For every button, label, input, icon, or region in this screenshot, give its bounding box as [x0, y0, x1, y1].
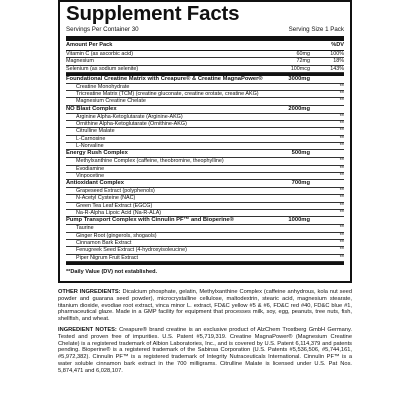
blend-item-name: Citrulline Malate — [76, 128, 115, 135]
ingredient-notes-text: Creapure® brand creatine is an exclusive product of AlzChem Trostberg GmbH Germany. Tested and proven free of impurities. U.S. Patent #5,719,319. Creatine MagnaPower® (Magnesium Creatine Chelate) is a registered trademark of Albion Laboratories, Inc., and is covered by U.S. Patent 6,114,379 and patents pending. Bioperine® is a registered trademark of the Sabinsa Corporation (U.S. Patents #5,536,506, #5,744,161, #5,972,382). Cinnulin PF™ is a registered trademark of Integrity Nutraceuticals International. Cinnulin PF™ is a water soluble cinnamon bark extract in the 700 milligrams. Citrulline Malate is licensed under U.S. Pat Nos. 5,874,471 and 6,028,107. — [58, 326, 352, 374]
blend-item-row — [66, 84, 344, 91]
blend-name: Antioxidant Complex — [66, 180, 124, 187]
blend-amount: 1000mg — [288, 217, 310, 224]
blend-item-name: Magnesium Creatine Chelate — [76, 98, 146, 105]
column-header — [66, 41, 344, 51]
blend-item-dv: ** — [339, 128, 344, 135]
blend-name: NO Blast Complex — [66, 105, 117, 112]
blend-item-amount — [266, 240, 310, 246]
blend-amount: 2000mg — [288, 105, 310, 112]
nutrient-amount: 72mg — [296, 58, 310, 65]
ingredients-section — [58, 289, 352, 379]
nutrient-dv: 18% — [333, 58, 344, 65]
blend-item-dv: ** — [339, 172, 344, 179]
blend-item-row — [66, 173, 344, 180]
blend-item-row — [66, 121, 344, 128]
blend-item-name: L-Carnosine — [76, 135, 106, 142]
nutrient-row — [66, 51, 344, 58]
blend-item-name: Cinnamon Bark Extract — [76, 239, 132, 246]
blend-amount: 700mg — [291, 180, 310, 187]
blend-name: Energy Rush Complex — [66, 150, 128, 157]
blend-item-amount — [266, 210, 310, 216]
blend-item-amount — [266, 128, 310, 134]
dv-label: %DV — [331, 42, 344, 48]
serving-info — [66, 26, 344, 41]
blend-item-name: Methylxanthine Complex (caffeine, theobromine, theophylline) — [76, 158, 224, 165]
other-ingredients-label: OTHER INGREDIENTS: — [58, 289, 121, 295]
blend-dv — [310, 150, 344, 157]
blend-item-dv: ** — [339, 98, 344, 105]
blend-item-name: Ornithine Alpha-Ketoglutarate (Ornithine-AKG) — [76, 121, 187, 128]
blend-dv — [310, 180, 344, 187]
blend-header-row — [66, 217, 344, 225]
ingredient-notes-label: INGREDIENT NOTES: — [58, 326, 117, 333]
dv-footnote: **Daily Value (DV) not established. — [66, 268, 158, 275]
servings-per-container: Servings Per Container 30 — [66, 26, 139, 33]
blend-item-dv: ** — [339, 232, 344, 239]
blend-item-row — [66, 225, 344, 232]
blend-amount: 3000mg — [288, 75, 310, 82]
blend-item-name: Grapeseed Extract (polyphenols) — [76, 188, 155, 195]
vitamins-section — [66, 51, 344, 76]
nutrient-amount: 100mcg — [290, 65, 310, 72]
blend-item-amount — [266, 247, 310, 253]
blend-item-dv: ** — [339, 202, 344, 209]
blend-item-dv: ** — [339, 113, 344, 120]
nutrient-dv: 143% — [330, 65, 344, 72]
blend-header-row — [66, 106, 344, 114]
blend-item-dv: ** — [339, 239, 344, 246]
blend-item-amount — [266, 98, 310, 104]
blend-item-amount — [266, 166, 310, 172]
nutrient-dv: 100% — [330, 51, 344, 57]
blend-item-row — [66, 188, 344, 195]
blend-item-amount — [266, 188, 310, 194]
blend-item-row — [66, 158, 344, 165]
blend-header-row — [66, 180, 344, 188]
blend-item-row — [66, 91, 344, 98]
nutrient-name: Selenium (as sodium selenite) — [66, 65, 139, 72]
other-ingredients-text: Dicalcium phosphate, gelatin, Methylxanthine Complex (caffeine anhydrous, kola nut seed powder and guarana seed powder), microcrystalline cellulose, maltodextrin, stearic acid, magnesium stearate, titanium dioxide, evodiae root extract, vinca minor L. extract, FD&C yellow #5 & #6, FD&C red #40, FD&C blue #1, pharmaceutical glaze. Made in a GMP facility for equipment that processes milk, soy, egg, peanuts, tree nuts, fish, shellfish, and wheat. — [58, 289, 352, 323]
blend-item-dv: ** — [339, 254, 344, 261]
blend-name: Pump Transport Complex with Cinnulin PF™ and Bioperine® — [66, 217, 234, 224]
blend-item-name: Taurine — [76, 225, 94, 232]
nutrient-row — [66, 66, 344, 73]
blend-item-name: Piper Nigrum Fruit Extract — [76, 254, 139, 261]
blend-item-dv: ** — [339, 247, 344, 254]
blend-item-row — [66, 98, 344, 105]
blend-item-amount — [266, 255, 310, 261]
blend-item-dv: ** — [339, 165, 344, 172]
blend-item-name: Ginger Root (gingerols, shogaols) — [76, 232, 157, 239]
blend-item-name: Evodiamine — [76, 165, 105, 172]
blend-item-amount — [266, 225, 310, 231]
blend-dv — [310, 217, 344, 224]
blend-item-amount — [266, 233, 310, 239]
blend-item-dv: ** — [339, 121, 344, 128]
nutrient-amount: 60mg — [296, 51, 310, 57]
blend-item-amount — [266, 136, 310, 142]
blends-section — [66, 76, 344, 265]
blend-item-row — [66, 255, 344, 262]
blend-item-amount — [266, 121, 310, 127]
blend-item-row — [66, 128, 344, 135]
blend-item-amount — [266, 158, 310, 164]
blend-item-amount — [266, 91, 310, 97]
blend-item-amount — [266, 84, 310, 90]
supplement-facts-panel — [58, 0, 352, 283]
blend-item-dv: ** — [339, 195, 344, 202]
blend-item-dv: ** — [339, 142, 344, 149]
blend-item-name: Vinpocetine — [76, 172, 105, 179]
blend-item-dv: ** — [339, 188, 344, 195]
blend-item-dv: ** — [339, 225, 344, 232]
blend-item-row — [66, 136, 344, 143]
blend-item-amount — [266, 143, 310, 149]
nutrient-name: Vitamin C (as ascorbic acid) — [66, 51, 134, 57]
blend-item-name: N-Acetyl Cysteine (NAC) — [76, 195, 136, 202]
blend-item-name: Na-R-Alpha Lipoic Acid (Na-R-ALA) — [76, 210, 162, 217]
blend-item-row — [66, 247, 344, 254]
blend-item-name: Creatine Monohydrate — [76, 83, 130, 90]
serving-size: Serving Size 1 Pack — [288, 26, 344, 33]
blend-item-row — [66, 203, 344, 210]
blend-item-name: Arginine Alpha-Ketoglutarate (Arginine-AKG) — [76, 113, 183, 120]
blend-item-dv: ** — [339, 91, 344, 98]
amount-per-pack-label: Amount Per Pack — [66, 42, 113, 48]
panel-title: Supplement Facts — [66, 2, 240, 25]
blend-item-name: Fenugreek Seed Extract (4-hydroxyisoleucine) — [76, 247, 187, 254]
blend-header-row — [66, 150, 344, 158]
blend-item-dv: ** — [339, 135, 344, 142]
blend-dv — [310, 76, 344, 83]
blend-item-amount — [266, 173, 310, 179]
blend-item-dv: ** — [339, 158, 344, 165]
blend-item-row — [66, 233, 344, 240]
blend-item-name: L-Norvaline — [76, 142, 104, 149]
blend-amount: 500mg — [291, 150, 310, 157]
blend-header-row — [66, 76, 344, 84]
blend-item-name: Tricreatine Matrix (TCM) (creatine gluconate, creatine orotate, creatine AKG) — [76, 91, 259, 98]
blend-item-row — [66, 114, 344, 121]
other-ingredients — [58, 289, 352, 323]
blend-item-row — [66, 240, 344, 247]
blend-name: Foundational Creatine Matrix with Creapure® & Creatine MagnaPower® — [66, 75, 263, 82]
blend-item-row — [66, 166, 344, 173]
blend-item-amount — [266, 195, 310, 201]
blend-item-amount — [266, 114, 310, 120]
ingredient-notes — [58, 327, 352, 375]
blend-item-row — [66, 210, 344, 217]
blend-item-row — [66, 143, 344, 150]
blend-item-dv: ** — [339, 210, 344, 217]
blend-item-amount — [266, 203, 310, 209]
blend-item-row — [66, 195, 344, 202]
blend-dv — [310, 106, 344, 113]
blend-item-dv: ** — [339, 83, 344, 90]
nutrient-row — [66, 58, 344, 65]
blend-item-name: Green Tea Leaf Extract (EGCG) — [76, 202, 153, 209]
nutrient-name: Magnesium — [66, 58, 94, 65]
